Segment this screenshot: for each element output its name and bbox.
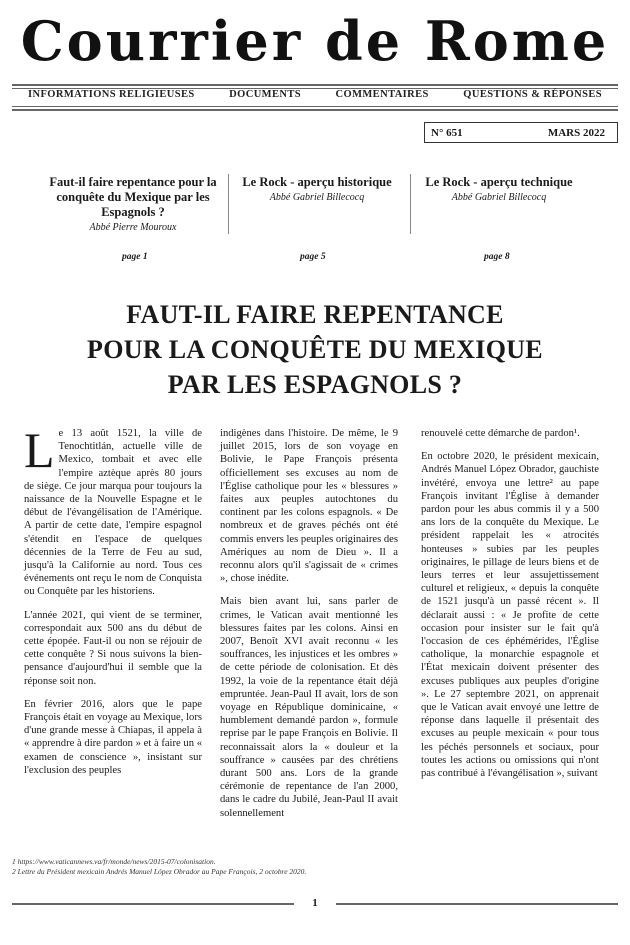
teaser-1-title: Faut-il faire repentance pour la conquête du Mexique par les Espagnols ?	[49, 175, 217, 219]
masthead-rule-top	[12, 84, 618, 86]
article-column-2	[220, 427, 398, 830]
footnotes	[12, 857, 618, 877]
teaser-2-title: Le Rock - aperçu historique	[242, 175, 392, 189]
section-nav	[12, 89, 618, 100]
paragraph	[24, 422, 202, 599]
teaser-3-page: page 8	[484, 252, 510, 262]
teaser-1-page: page 1	[122, 252, 148, 262]
nav-documents: DOCUMENTS	[229, 89, 302, 100]
nav-commentaires: COMMENTAIRES	[335, 89, 429, 100]
bottom-rule-right	[336, 903, 618, 905]
paragraph: indigènes dans l'histoire. De même, le 9 juillet 2015, lors de son voyage en Bolivie, le Pape François présenta officiellement ses excuses au nom de l'Église catholique pour les « blessures » faites aux peuples autochtones du continent par les colons espagnols. « De nombreux et de graves péchés ont été commis envers les peuples originaires des Amériques au nom de Dieu ». Il a reconnu alors qu'il s'agissait de « crimes », chose inédite.	[220, 428, 398, 585]
teaser-2[interactable]	[232, 175, 402, 203]
teaser-1-author: Abbé Pierre Mouroux	[89, 222, 177, 233]
page-number: 1	[312, 897, 318, 909]
teaser-3-title: Le Rock - aperçu technique	[425, 175, 573, 189]
issue-date: MARS 2022	[547, 126, 605, 139]
article-headline	[0, 297, 630, 402]
paragraph: renouvelé cette démarche de pardon¹.	[421, 428, 580, 439]
paragraph: L'année 2021, qui vient de se terminer, correspondait aux 500 ans du début de cette épopée. Faut-il ou non se réjouir de cette conquête ? Si nous suivons la bien-pensance d'aujourd'hui il semble que la réponse soit non.	[24, 609, 202, 687]
nav-informations: INFORMATIONS RELIGIEUSES	[28, 89, 195, 100]
footnote-1: 1 https://www.vaticannews.va/fr/monde/news/2015-07/colonisation.	[12, 857, 216, 866]
teaser-3[interactable]	[414, 175, 584, 203]
paragraph: Mais bien avant lui, sans parler de crimes, le Vatican avait mentionné les blessures faites par les colons. Ainsi en 2007, Benoît XVI avait reconnu « les souffrances, les injustices et les ombres » de cette période de colonisation. Et dès 1992, la voie de la repentance était déjà empruntée. Jean-Paul II avait, lors de son voyage en République dominicaine, « humblement demandé pardon », formule reprise par le pape François en Bolivie. Il reconnaissait alors la « douleur et la souffrance » causées par des chrétiens durant 500 ans. Lors de la grande cérémonie de repentance de l'an 2000, dans le cadre du Jubilé, Jean-Paul II avait solennellement	[220, 596, 398, 819]
teaser-separator-2	[410, 174, 411, 234]
teaser-2-page: page 5	[300, 252, 326, 262]
paragraph: En octobre 2020, le président mexicain, Andrés Manuel López Obrador, gauchiste invétéré, envoya une lettre² au pape François invitant l'Église à demander pardon pour les abus commis il y a 500 ans lors de la conquête du Mexique. Le président rappelait les « atrocités honteuses » subies par les peuples originaires, le pillage de leurs biens et de leurs terres et leur assujettissement culturel et religieux, « depuis la conquête de 1521 jusqu'à un passé récent ». Il déclarait aussi : « Je profite de cette occasion pour insister sur le fait qu'à l'occasion de ces éphémérides, l'Église catholique, la monarchie espagnole et l'État mexicain doivent présenter des excuses publiques aux peuples d'origine ». Le 27 septembre 2021, on apprenait que le Vatican avait envoyé une lettre de réponse dans laquelle il présentait des excuses au peuple mexicain « pour tous les péchés personnels et sociaux, pour toutes les actions ou omissions qui n'ont pas contribué à l'évangélisation », suivant	[421, 451, 599, 780]
nav-rule-1	[12, 106, 618, 107]
teaser-2-author: Abbé Gabriel Billecocq	[269, 192, 365, 203]
teaser-1[interactable]	[48, 175, 218, 233]
headline-line-2: POUR LA CONQUÊTE DU MEXIQUE	[87, 335, 543, 364]
headline-line-3: PAR LES ESPAGNOLS ?	[167, 370, 463, 399]
issue-number: N° 651	[431, 126, 463, 139]
drop-cap: L	[24, 422, 55, 478]
article-column-1	[24, 422, 202, 787]
footnote-2: 2 Lettre du Président mexicain Andrés Manuel López Obrador au Pape François, 2 octobre 2020.	[12, 867, 307, 876]
headline-line-1: FAUT-IL FAIRE REPENTANCE	[126, 300, 504, 329]
teaser-3-author: Abbé Gabriel Billecocq	[451, 192, 547, 203]
teaser-separator-1	[228, 174, 229, 234]
issue-box	[424, 122, 618, 143]
nav-rule-2	[12, 109, 618, 111]
paragraph: En février 2016, alors que le pape François était en voyage au Mexique, lors d'une grande messe à Chiapas, il appela à « apprendre à dire pardon » et à faire un « examen de conscience », insistant sur l'exclusion des peuples	[24, 698, 202, 776]
masthead-title: Courrier de Rome	[20, 9, 610, 73]
nav-questions: QUESTIONS & RÉPONSES	[463, 89, 602, 100]
paragraph-text: e 13 août 1521, la ville de Tenochtitlán, actuelle ville de Mexico, tombait et avec elle l'empire aztèque après 80 jours de siège. Ce jour marqua pour toujours la naissance de la Nouvelle Espagne et le début de l'évangélisation de l'Amérique. A partir de cette date, l'empire espagnol s'étendit en l'espace de quelques décennies de la Terre de Feu au sud, jusqu'à la Californie au nord. Tous ces événements ont reçu le nom de Conquista ou Conquête par les historiens.	[24, 428, 202, 598]
article-column-3	[421, 427, 599, 790]
